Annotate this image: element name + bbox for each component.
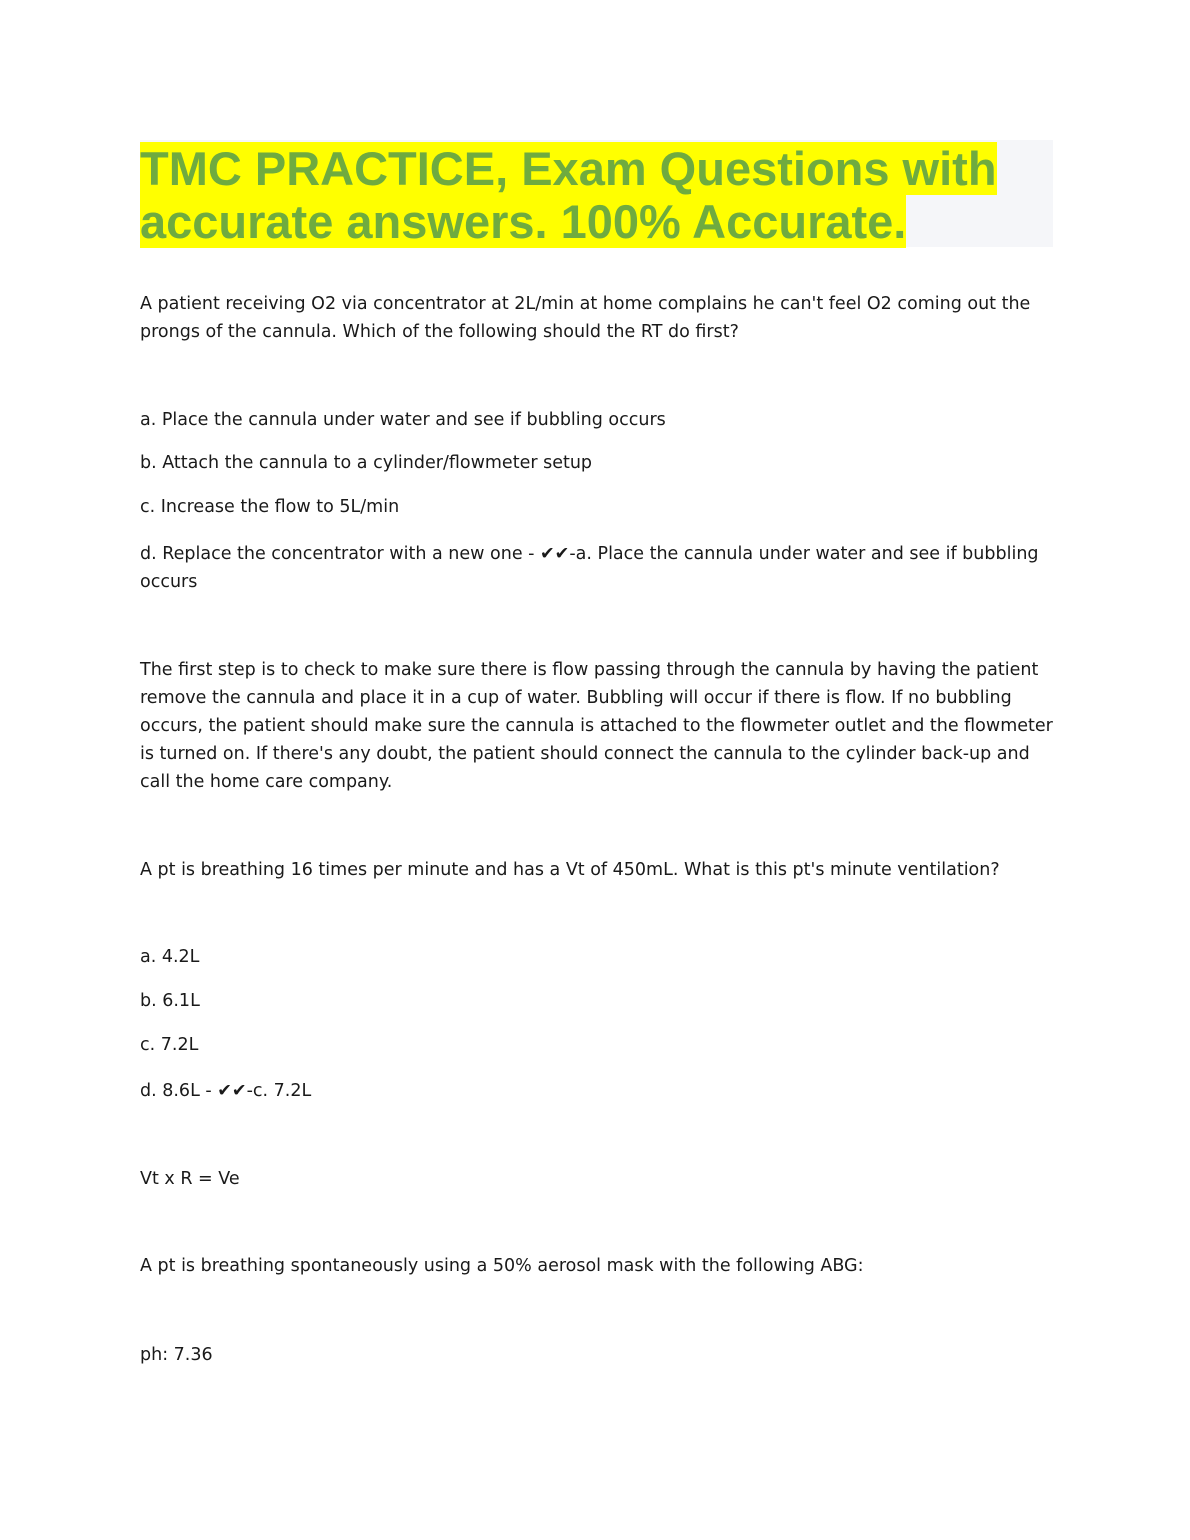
q1-option-b: b. Attach the cannula to a cylinder/flowmeter setup — [140, 453, 593, 473]
q3-ph-value: ph: 7.36 — [140, 1345, 213, 1365]
q1-option-d-line-2: occurs — [140, 572, 198, 592]
q1-rationale-line-2: remove the cannula and place it in a cup of water. Bubbling will occur if there is flow. If no bubbling — [140, 688, 1012, 708]
document-title — [140, 142, 997, 248]
q1-option-c: c. Increase the flow to 5L/min — [140, 497, 400, 517]
q1-stem-line-2: prongs of the cannula. Which of the following should the RT do first? — [140, 322, 739, 342]
q1-rationale-line-1: The first step is to check to make sure there is flow passing through the cannula by having the patient — [140, 660, 1039, 680]
title-line-1: TMC PRACTICE, Exam Questions with — [140, 142, 997, 195]
q2-option-d: d. 8.6L - ✔✔-c. 7.2L — [140, 1081, 312, 1101]
q1-option-d-line-1: d. Replace the concentrator with a new one - ✔✔-a. Place the cannula under water and see if bubbling — [140, 544, 1039, 564]
q2-stem: A pt is breathing 16 times per minute and has a Vt of 450mL. What is this pt's minute ventilation? — [140, 860, 1000, 880]
title-line-2: accurate answers. 100% Accurate. — [140, 195, 907, 248]
q3-stem: A pt is breathing spontaneously using a 50% aerosol mask with the following ABG: — [140, 1256, 864, 1276]
q1-stem-line-1: A patient receiving O2 via concentrator at 2L/min at home complains he can't feel O2 coming out the — [140, 294, 1031, 314]
q1-option-a: a. Place the cannula under water and see if bubbling occurs — [140, 410, 666, 430]
q1-rationale-line-5: call the home care company. — [140, 772, 393, 792]
q1-rationale-line-4: is turned on. If there's any doubt, the patient should connect the cannula to the cylinder back-up and — [140, 744, 1030, 764]
q2-option-a: a. 4.2L — [140, 947, 200, 967]
q1-rationale-line-3: occurs, the patient should make sure the cannula is attached to the flowmeter outlet and the flowmeter — [140, 716, 1053, 736]
q2-option-b: b. 6.1L — [140, 991, 200, 1011]
q2-rationale: Vt x R = Ve — [140, 1169, 240, 1189]
q2-option-c: c. 7.2L — [140, 1035, 199, 1055]
